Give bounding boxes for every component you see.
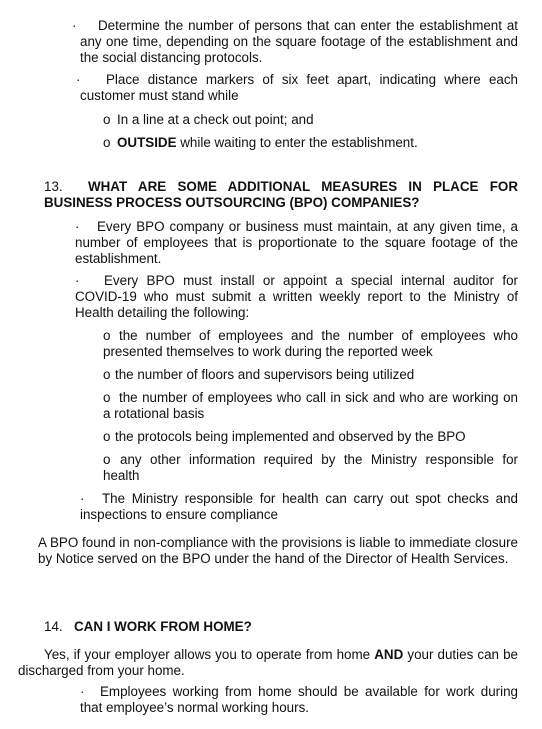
bullet-text: Every BPO must install or appoint a special internal auditor for COVID-19 who must submit a written weekly report to the Ministry of Health detailing the following: xyxy=(75,273,518,320)
question-text: WHAT ARE SOME ADDITIONAL MEASURES IN PLACE FOR BUSINESS PROCESS OUTSOURCING (BPO) COMPANIES? xyxy=(44,179,518,210)
report-item-text: any other information required by the Ministry responsible for health xyxy=(103,452,518,483)
sub-item-checkout-line xyxy=(103,112,523,128)
sub-marker: o xyxy=(103,328,111,343)
report-item-text: the number of employees and the number of employees who presented themselves to work during the reported week xyxy=(103,328,518,359)
bullet-establishment-capacity xyxy=(72,18,518,66)
report-item xyxy=(103,328,518,360)
bullet-text: Determine the number of persons that can enter the establishment at any one time, depending on the square footage of the establishment and the social distancing protocols. xyxy=(80,18,518,65)
bullet-text: The Ministry responsible for health can carry out spot checks and inspections to ensure compliance xyxy=(80,491,518,522)
bullet-working-hours xyxy=(80,684,518,716)
bullet-dot: · xyxy=(75,273,80,288)
report-item-text: the number of floors and supervisors being utilized xyxy=(115,367,415,382)
bullet-dot: · xyxy=(75,219,80,234)
emphasis-and: AND xyxy=(374,647,404,662)
question-number: 14. xyxy=(44,619,63,634)
report-item xyxy=(103,452,518,484)
bullet-distance-markers xyxy=(76,72,518,104)
sub-item-text: In a line at a check out point; and xyxy=(117,112,314,127)
sub-item-text: while waiting to enter the establishment. xyxy=(176,135,418,150)
sub-marker: o xyxy=(103,135,111,150)
bullet-text: Place distance markers of six feet apart, indicating where each customer must stand while xyxy=(80,72,518,103)
question-text: CAN I WORK FROM HOME? xyxy=(74,619,252,634)
sub-marker: o xyxy=(103,429,111,444)
question-14-heading xyxy=(44,619,518,635)
bpo-bullet-staffing xyxy=(75,219,518,267)
sub-marker: o xyxy=(103,452,111,467)
question-number: 13. xyxy=(44,179,63,194)
report-item xyxy=(103,390,518,422)
question-13-heading xyxy=(44,179,518,211)
bullet-dot: · xyxy=(80,491,85,506)
answer-text: Yes, if your employer allows you to operate from home xyxy=(44,647,375,662)
bullet-text: Employees working from home should be available for work during that employee’s normal working hours. xyxy=(80,684,518,715)
sub-marker: o xyxy=(103,367,111,382)
bpo-bullet-auditor xyxy=(75,273,518,321)
report-item-text: the number of employees who call in sick and who are working on a rotational basis xyxy=(103,390,518,421)
report-item-text: the protocols being implemented and observed by the BPO xyxy=(115,429,466,444)
bpo-closure-paragraph xyxy=(38,535,518,567)
bullet-dot: · xyxy=(76,72,81,87)
sub-item-outside xyxy=(103,135,523,151)
sub-marker: o xyxy=(103,390,111,405)
answer-text: your duties can be discharged from your home. xyxy=(18,647,518,678)
paragraph-text: A BPO found in non-compliance with the provisions is liable to immediate closure by Notice served on the BPO under the hand of the Director of Health Services. xyxy=(38,535,518,566)
sub-marker: o xyxy=(103,112,111,127)
report-item xyxy=(103,429,518,445)
emphasis-outside: OUTSIDE xyxy=(117,135,177,150)
work-from-home-answer xyxy=(18,647,518,679)
bullet-dot: · xyxy=(72,18,77,33)
report-item xyxy=(103,367,518,383)
bpo-bullet-spot-checks xyxy=(80,491,518,523)
bullet-dot: · xyxy=(80,684,85,699)
bullet-text: Every BPO company or business must maintain, at any given time, a number of employees that is proportionate to the square footage of the establishment. xyxy=(75,219,518,266)
